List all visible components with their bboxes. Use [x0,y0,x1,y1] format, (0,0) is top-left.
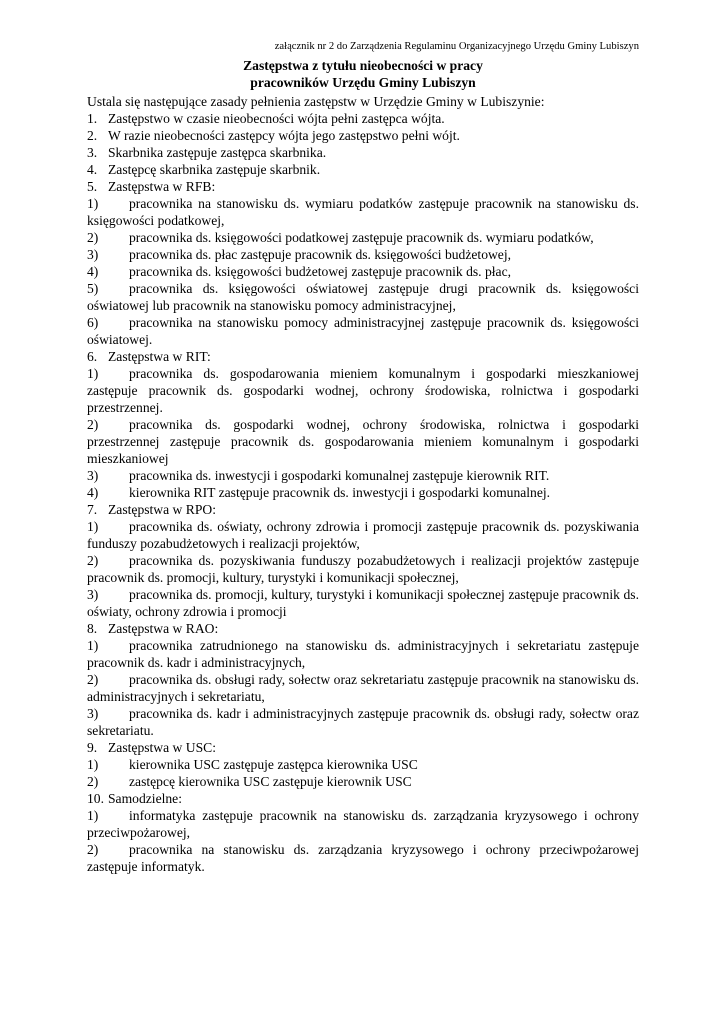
section-heading [87,178,639,195]
section-text: Zastępstwa w RFB: [108,179,216,194]
section-text: Zastępstwo w czasie nieobecności wójta pełni zastępca wójta. [108,111,445,126]
list-item [87,467,639,484]
item-text: kierownika USC zastępuje zastępca kierownika USC [129,757,418,772]
item-number: 3) [87,587,99,602]
section-number: 10. [87,791,104,806]
section-heading [87,161,639,178]
item-number: 2) [87,417,99,432]
item-number: 1) [87,638,99,653]
item-text: pracownika ds. promocji, kultury, turystyki i komunikacji społecznej zastępuje pracownik ds. oświaty, ochrony zdrowia i promocji [87,587,639,619]
list-item [87,586,639,620]
sections-list [87,110,639,875]
item-number: 2) [87,230,99,245]
section-number: 4. [87,162,98,177]
section-heading [87,110,639,127]
list-item [87,637,639,671]
list-item [87,807,639,841]
list-item [87,195,639,229]
list-item [87,518,639,552]
item-text: pracownika ds. pozyskiwania funduszy pozabudżetowych i realizacji projektów zastępuje pracownik ds. promocji, kultury, turystyki i komunikacji społecznej, [87,553,639,585]
item-text: pracownika ds. księgowości budżetowej zastępuje pracownik ds. płac, [129,264,512,279]
item-number: 2) [87,672,99,687]
section-number: 7. [87,502,98,517]
item-text: pracownika ds. gospodarki wodnej, ochrony środowiska, rolnictwa i gospodarki przestrzennej zastępuje pracownik ds. gospodarowania mieniem komunalnym i gospodarki mieszkaniowej [87,417,639,466]
section-number: 5. [87,179,98,194]
list-item [87,756,639,773]
list-item [87,229,639,246]
section-number: 1. [87,111,98,126]
section-heading [87,620,639,637]
document-page [87,40,639,875]
item-number: 2) [87,553,99,568]
item-number: 2) [87,842,99,857]
section-number: 2. [87,128,98,143]
item-number: 3) [87,706,99,721]
list-item [87,484,639,501]
item-text: pracownika ds. obsługi rady, sołectw oraz sekretariatu zastępuje pracownik na stanowisku ds. administracyjnych i sekretariatu, [87,672,639,704]
section-text: Zastępcę skarbnika zastępuje skarbnik. [108,162,321,177]
section-number: 8. [87,621,98,636]
section-heading [87,127,639,144]
item-text: pracownika ds. gospodarowania mieniem komunalnym i gospodarki mieszkaniowej zastępuje pracownik ds. gospodarki wodnej, ochrony środowiska, rolnictwa i gospodarki przestrzennej. [87,366,639,415]
item-text: pracownika na stanowisku ds. zarządzania kryzysowego i ochrony przeciwpożarowej zastępuje informatyk. [87,842,639,874]
item-text: zastępcę kierownika USC zastępuje kierownik USC [129,774,412,789]
list-item [87,841,639,875]
item-text: pracownika ds. oświaty, ochrony zdrowia i promocji zastępuje pracownik ds. pozyskiwania funduszy pozabudżetowych i realizacji projektów, [87,519,639,551]
section-text: Zastępstwa w RAO: [108,621,219,636]
item-text: pracownika ds. księgowości oświatowej zastępuje drugi pracownik ds. księgowości oświatowej lub pracownik na stanowisku pomocy administracyjnej, [87,281,639,313]
item-text: pracownika zatrudnionego na stanowisku ds. administracyjnych i sekretariatu zastępuje pracownik ds. kadr i administracyjnych, [87,638,639,670]
section-heading [87,348,639,365]
item-number: 4) [87,485,99,500]
list-item [87,671,639,705]
item-text: pracownika ds. inwestycji i gospodarki komunalnej zastępuje kierownik RIT. [129,468,550,483]
list-item [87,773,639,790]
section-text: Zastępstwa w USC: [108,740,216,755]
item-number: 3) [87,247,99,262]
item-number: 1) [87,519,99,534]
title-line-1: Zastępstwa z tytułu nieobecności w pracy [243,58,483,73]
section-heading [87,144,639,161]
item-number: 5) [87,281,99,296]
item-text: pracownika ds. płac zastępuje pracownik ds. księgowości budżetowej, [129,247,512,262]
section-number: 9. [87,740,98,755]
section-text: Zastępstwa w RPO: [108,502,216,517]
section-number: 3. [87,145,98,160]
item-number: 2) [87,774,99,789]
title-line-2: pracowników Urzędu Gminy Lubiszyn [250,75,476,90]
attachment-note: załącznik nr 2 do Zarządzenia Regulaminu Organizacyjnego Urzędu Gminy Lubiszyn [274,41,639,52]
list-item [87,314,639,348]
item-number: 6) [87,315,99,330]
list-item [87,416,639,467]
item-text: pracownika ds. kadr i administracyjnych zastępuje pracownik ds. obsługi rady, sołectw oraz sekretariatu. [87,706,639,738]
item-text: informatyka zastępuje pracownik na stanowisku ds. zarządzania kryzysowego i ochrony przeciwpożarowej, [87,808,639,840]
item-number: 1) [87,757,99,772]
section-heading [87,501,639,518]
item-number: 1) [87,366,99,381]
section-heading [87,790,639,807]
item-number: 4) [87,264,99,279]
document-title [87,57,639,91]
item-number: 1) [87,196,99,211]
item-text: pracownika na stanowisku pomocy administracyjnej zastępuje pracownik ds. księgowości oświatowej. [87,315,639,347]
section-heading [87,739,639,756]
list-item [87,705,639,739]
section-number: 6. [87,349,98,364]
item-number: 3) [87,468,99,483]
list-item [87,552,639,586]
list-item [87,246,639,263]
item-text: kierownika RIT zastępuje pracownik ds. inwestycji i gospodarki komunalnej. [129,485,551,500]
list-item [87,280,639,314]
list-item [87,263,639,280]
section-text: Samodzielne: [108,791,182,806]
item-text: pracownika na stanowisku ds. wymiaru podatków zastępuje pracownik na stanowisku ds. księgowości podatkowej, [87,196,639,228]
section-text: Zastępstwa w RIT: [108,349,211,364]
item-number: 1) [87,808,99,823]
item-text: pracownika ds. księgowości podatkowej zastępuje pracownik ds. wymiaru podatków, [129,230,594,245]
intro-paragraph: Ustala się następujące zasady pełnienia zastępstw w Urzędzie Gminy w Lubiszynie: [87,94,545,109]
section-text: W razie nieobecności zastępcy wójta jego zastępstwo pełni wójt. [108,128,460,143]
section-text: Skarbnika zastępuje zastępca skarbnika. [108,145,327,160]
list-item [87,365,639,416]
